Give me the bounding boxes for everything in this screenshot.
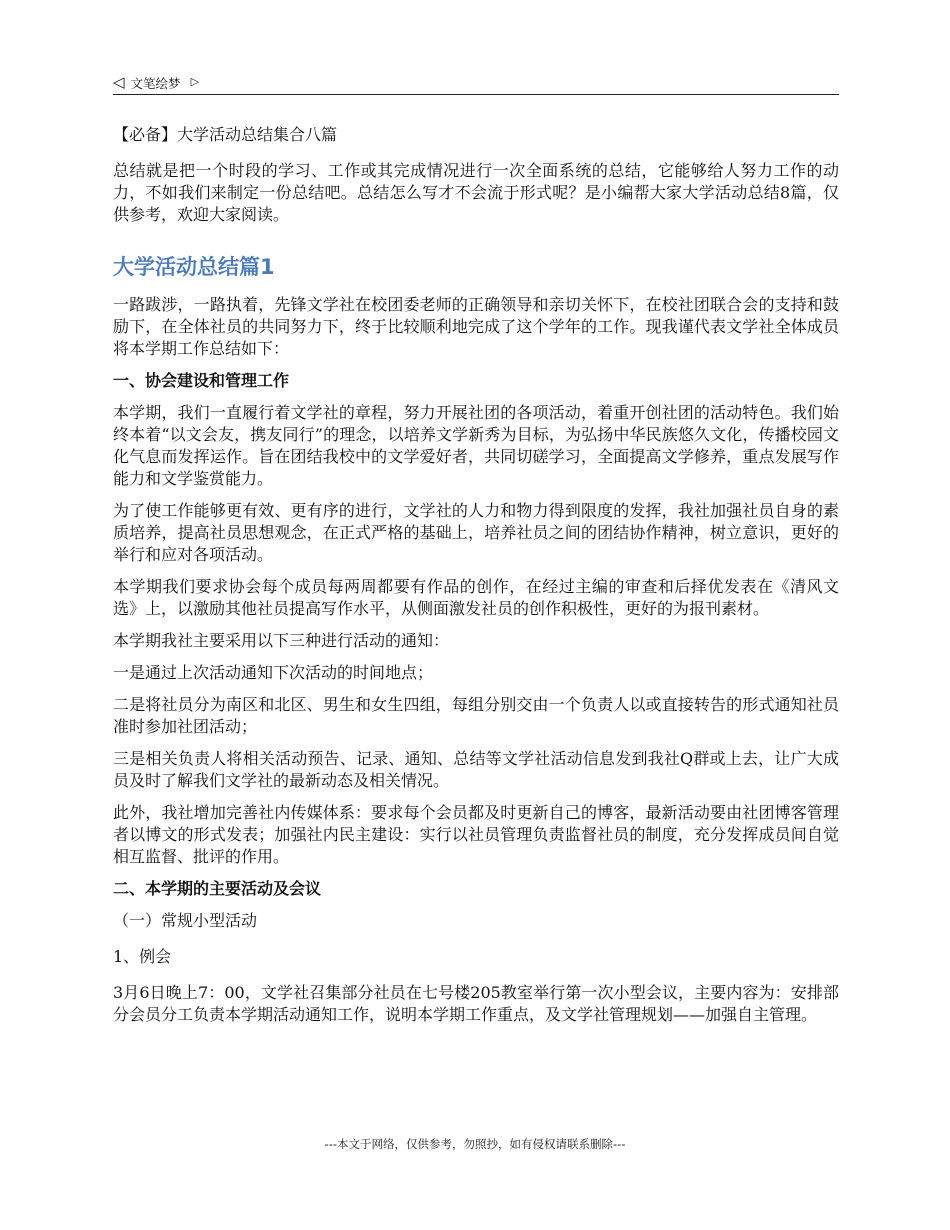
paragraph: 二是将社员分为南区和北区、男生和女生四组，每组分别交由一个负责人以或直接转告的形式通知社员准时参加社团活动； <box>113 695 839 736</box>
page-header <box>113 72 839 95</box>
triangle-right-icon: ▷ <box>190 75 200 88</box>
paragraph: 一路跋涉，一路执着，先锋文学社在校团委老师的正确领导和亲切关怀下，在校社团联合会的支持和鼓励下，在全体社员的共同努力下，终于比较顺利地完成了这个学年的工作。现我谨代表文学社全体成员将本学期工作总结如下： <box>113 295 839 358</box>
paragraph: 一是通过上次活动通知下次活动的时间地点； <box>113 663 434 682</box>
paragraph: 本学期我社主要采用以下三种进行活动的通知： <box>113 631 450 650</box>
paragraph: 为了使工作能够更有效、更有序的进行，文学社的人力和物力得到限度的发挥，我社加强社员自身的素质培养，提高社员思想观念，在正式严格的基础上，培养社员之间的团结协作精神，树立意识，更好的举行和应对各项活动。 <box>113 501 839 564</box>
intro-paragraph: 总结就是把一个时段的学习、工作或其完成情况进行一次全面系统的总结，它能够给人努力工作的动力，不如我们来制定一份总结吧。总结怎么写才不会流于形式呢？是小编帮大家大学活动总结8篇，仅供参考，欢迎大家阅读。 <box>113 161 839 224</box>
document-title: 【必备】大学活动总结集合八篇 <box>113 125 338 144</box>
triangle-left-icon: ◁ <box>113 73 125 91</box>
paragraph: 3月6日晚上7：00，文学社召集部分社员在七号楼205教室举行第一次小型会议，主要内容为：安排部分会员分工负责本学期活动通知工作，说明本学期工作重点，及文学社管理规划——加强自主管理。 <box>113 983 839 1024</box>
section-heading: 大学活动总结篇1 <box>113 255 275 279</box>
paragraph: 本学期，我们一直履行着文学社的章程，努力开展社团的各项活动，着重开创社团的活动特色。我们始终本着“以文会友，携友同行”的理念，以培养文学新秀为目标，为弘扬中华民族悠久文化，传播校园文化气息而发挥运作。旨在团结我校中的文学爱好者，共同切磋学习，全面提高文学修养，重点发展写作能力和文学鉴赏能力。 <box>113 403 839 488</box>
paragraph: 此外，我社增加完善社内传媒体系：要求每个会员都及时更新自己的博客，最新活动要由社团博客管理者以博文的形式发表；加强社内民主建设：实行以社员管理负责监督社员的制度，充分发挥成员间自觉相互监督、批评的作用。 <box>113 803 839 866</box>
footer-disclaimer: ---本文于网络，仅供参考，勿照抄，如有侵权请联系删除--- <box>324 1137 626 1151</box>
paragraph: 三是相关负责人将相关活动预告、记录、通知、总结等文学社活动信息发到我社Q群或上去，让广大成员及时了解我们文学社的最新动态及相关情况。 <box>113 749 839 790</box>
subheading: 二、本学期的主要活动及会议 <box>113 879 322 898</box>
paragraph: （一）常规小型活动 <box>113 911 258 930</box>
paragraph: 1、例会 <box>113 947 172 966</box>
header-brand: 文笔绘梦 <box>130 76 181 91</box>
subheading: 一、协会建设和管理工作 <box>113 371 290 390</box>
paragraph: 本学期我们要求协会每个成员每两周都要有作品的创作，在经过主编的审查和后择优发表在《清风文选》上，以激励其他社员提高写作水平，从侧面激发社员的创作积极性，更好的为报刊素材。 <box>113 577 839 618</box>
document-body <box>113 124 839 1036</box>
